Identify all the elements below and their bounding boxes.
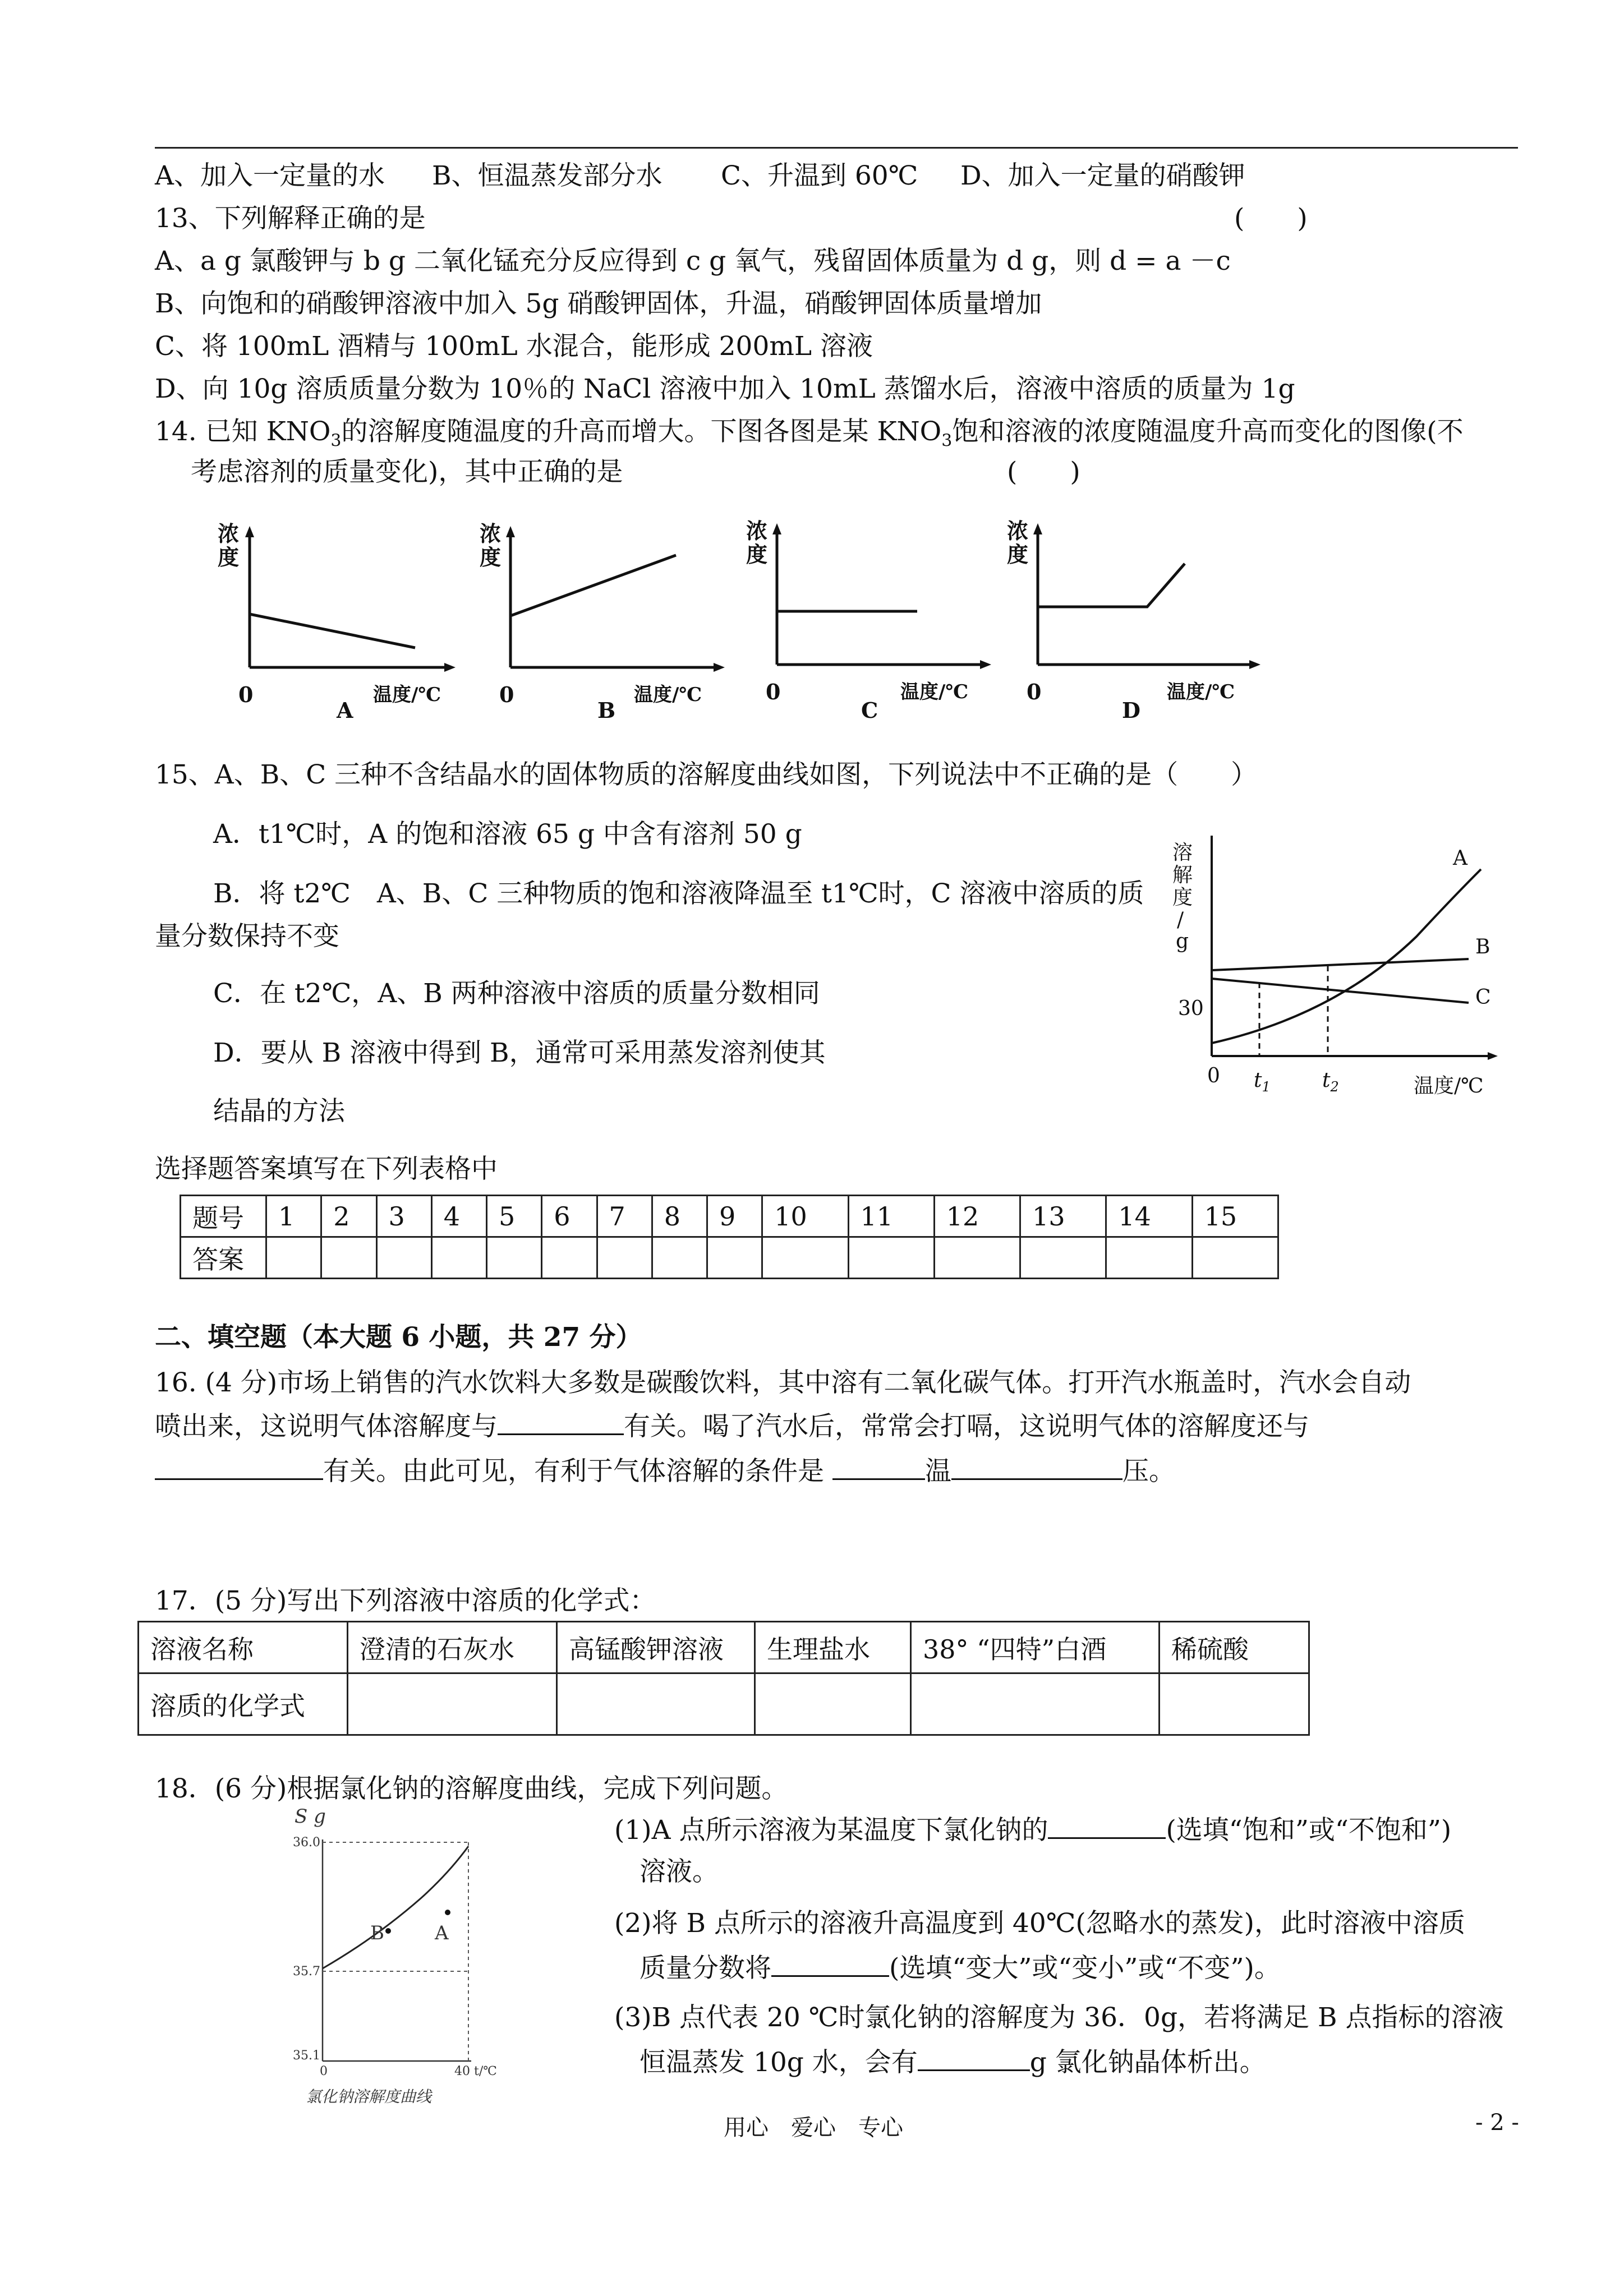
- answer-cell[interactable]: [762, 1237, 848, 1279]
- q13-stem: 13、下列解释正确的是: [155, 203, 426, 234]
- answer-table-row-answers: [181, 1237, 1278, 1279]
- page-number: - 2 -: [1475, 2110, 1519, 2136]
- answer-cell[interactable]: [1106, 1237, 1192, 1279]
- q14-graphs: [0, 0, 1624, 785]
- answer-table-number: 3: [376, 1196, 431, 1237]
- graph-b-ylabel-2: 度: [480, 545, 502, 570]
- q14-graph-c: [746, 518, 991, 723]
- answer-table-header-answer: 答案: [181, 1237, 266, 1279]
- q15-option-b-line2: 量分数保持不变: [155, 921, 339, 952]
- q15-option-d-line1: D．要从 B 溶液中得到 B，通常可采用蒸发溶剂使其: [213, 1038, 826, 1068]
- graph-c-ylabel-2: 度: [746, 542, 768, 567]
- q15-ytick-30: 30: [1178, 997, 1204, 1020]
- q18-p3-line1: (3)B 点代表 20 ℃时氯化钠的溶解度为 36．0g，若将满足 B 点指标的溶液: [614, 2002, 1504, 2033]
- q12-option-d: D、加入一定量的硝酸钾: [960, 160, 1245, 191]
- answer-cell[interactable]: [934, 1237, 1020, 1279]
- q15-option-d-line2: 结晶的方法: [213, 1096, 345, 1127]
- q13-option-c: C、将 100mL 酒精与 100mL 水混合，能形成 200mL 溶液: [155, 331, 873, 362]
- graph-a-label: A: [337, 698, 353, 723]
- answer-table-number: 13: [1020, 1196, 1106, 1237]
- answer-table: [180, 1195, 1279, 1279]
- q15-stem: 15、A、B、C 三种不含结晶水的固体物质的溶解度曲线如图，下列说法中不正确的是（ ）: [155, 759, 1258, 790]
- q13-option-a: A、a g 氯酸钾与 b g 二氧化锰充分反应得到 c g 氧气，残留固体质量为 d g，则 d = a －c: [155, 246, 1231, 276]
- q18-xtick-40: 40 t/℃: [454, 2064, 497, 2078]
- q15-option-c: C．在 t2℃，A、B 两种溶液中溶质的质量分数相同: [213, 978, 820, 1009]
- q15-xlabel: 温度/℃: [1414, 1075, 1484, 1098]
- q18-label-b: B: [370, 1922, 384, 1944]
- q15-option-b-line1: B．将 t2℃ A、B、C 三种物质的饱和溶液降温至 t1℃时，C 溶液中溶质的质: [213, 878, 1144, 909]
- q14-graph-a: [218, 521, 456, 723]
- graph-a-xlabel: 温度/℃: [373, 684, 441, 706]
- graph-d-label: D: [1122, 698, 1140, 723]
- q15-curve-b: [1212, 959, 1469, 970]
- answer-table-number: 11: [848, 1196, 934, 1237]
- graph-c-xlabel: 温度/℃: [900, 681, 969, 703]
- q16-blank-3[interactable]: [832, 1454, 925, 1480]
- q16-line2: 喷出来，这说明气体溶解度与 有关。喝了汽水后，常常会打嗝，这说明气体的溶解度还与: [155, 1409, 1309, 1444]
- formula-cell[interactable]: [911, 1673, 1160, 1735]
- q17-table-answer-row: [139, 1673, 1309, 1735]
- graph-b-ylabel-1: 浓: [480, 521, 502, 546]
- graph-d-line: [1038, 564, 1185, 607]
- q15-ylabel-5: g: [1176, 930, 1189, 953]
- answer-table-number: 2: [321, 1196, 376, 1237]
- q14-stem-line2: 考虑溶剂的质量变化)，其中正确的是: [191, 457, 623, 487]
- answer-table-number: 15: [1192, 1196, 1278, 1237]
- q17-table-header-row: [139, 1622, 1309, 1673]
- q13-option-b: B、向饱和的硝酸钾溶液中加入 5g 硝酸钾固体，升温，硝酸钾固体质量增加: [155, 288, 1042, 319]
- answer-table-header-number: 题号: [181, 1196, 266, 1237]
- answer-table-number: 8: [652, 1196, 707, 1237]
- answer-table-number: 9: [707, 1196, 762, 1237]
- answer-table-number: 5: [487, 1196, 542, 1237]
- graph-c-ylabel-1: 浓: [746, 518, 768, 543]
- q18-p1-line2: 溶液。: [640, 1856, 719, 1887]
- footer-motto: 用心 爱心 专心: [724, 2115, 903, 2141]
- q17-header-cell: 生理盐水: [755, 1622, 911, 1673]
- q15-ylabel-3: 度: [1172, 886, 1193, 909]
- q15-ylabel-4: /: [1177, 909, 1184, 932]
- q18-p3-line2: 恒温蒸发 10g 水，会有 g 氯化钠晶体析出。: [640, 2045, 1266, 2080]
- graph-d-ylabel-1: 浓: [1007, 518, 1029, 543]
- q18-point-b: [385, 1928, 391, 1934]
- q17-header-cell: 高锰酸钾溶液: [557, 1622, 755, 1673]
- q18-chart-caption: 氯化钠溶解度曲线: [306, 2087, 432, 2106]
- answer-cell[interactable]: [1020, 1237, 1106, 1279]
- section2-heading: 二、填空题（本大题 6 小题，共 27 分）: [155, 1322, 642, 1353]
- graph-b-xlabel: 温度/℃: [634, 684, 702, 706]
- graph-d-origin: 0: [1027, 679, 1042, 704]
- q15-label-c: C: [1475, 986, 1491, 1009]
- answer-cell[interactable]: [321, 1237, 376, 1279]
- answer-table-number: 14: [1106, 1196, 1192, 1237]
- q15-option-a: A．t1℃时，A 的饱和溶液 65 g 中含有溶剂 50 g: [213, 819, 802, 850]
- q18-stem: 18．(6 分)根据氯化钠的溶解度曲线，完成下列问题。: [155, 1773, 788, 1804]
- answer-cell[interactable]: [652, 1237, 707, 1279]
- q18-ytick-360: 36.0: [293, 1836, 320, 1850]
- q15-xtick-t1: $t_1$: [1254, 1069, 1271, 1095]
- q17-table: [137, 1621, 1310, 1736]
- q16-blank-4[interactable]: [951, 1454, 1122, 1480]
- graph-b-label: B: [597, 698, 616, 723]
- q17-header-cell: 澄清的石灰水: [348, 1622, 557, 1673]
- q17-header-cell: 稀硫酸: [1160, 1622, 1309, 1673]
- answer-cell[interactable]: [376, 1237, 431, 1279]
- q17-header-cell: 溶液名称: [139, 1622, 348, 1673]
- q18-p2-line1: (2)将 B 点所示的溶液升高温度到 40℃(忽略水的蒸发)，此时溶液中溶质: [614, 1908, 1465, 1939]
- answer-table-row-numbers: [181, 1196, 1278, 1237]
- q13-option-d: D、向 10g 溶质质量分数为 10％的 NaCl 溶液中加入 10mL 蒸馏水后，溶液中溶质的质量为 1g: [155, 374, 1295, 404]
- q18-nacl-chart: [264, 1800, 516, 2106]
- q13-answer-paren: ( ): [1234, 203, 1308, 234]
- q12-option-c: C、升温到 60℃: [721, 160, 918, 191]
- q14-stem-line1: 14. 已知 $KNO_3$的溶解度随温度的升高而增大。下图各图是某 $KNO_3$饱和溶液的浓度随温度升高而变化的图像(不: [155, 416, 1464, 451]
- q18-blank-1[interactable]: [1048, 1813, 1166, 1839]
- q15-ylabel-1: 溶: [1172, 841, 1193, 864]
- answer-cell[interactable]: [1192, 1237, 1278, 1279]
- answer-cell[interactable]: [597, 1237, 652, 1279]
- graph-a-ylabel-2: 度: [218, 545, 240, 570]
- q17-row-header: 溶质的化学式: [139, 1673, 348, 1735]
- q15-label-a: A: [1453, 847, 1467, 870]
- q18-blank-3[interactable]: [918, 2045, 1030, 2071]
- formula-cell[interactable]: [755, 1673, 911, 1735]
- graph-c-label: C: [861, 698, 878, 723]
- graph-b-line: [510, 555, 676, 616]
- q14-graph-b: [480, 521, 725, 723]
- q14-graph-d: [1007, 518, 1260, 723]
- q18-solubility-curve: [323, 1846, 468, 1968]
- formula-cell[interactable]: [348, 1673, 557, 1735]
- q18-blank-2[interactable]: [771, 1951, 889, 1977]
- q16-blank-2[interactable]: [155, 1454, 323, 1480]
- answer-cell[interactable]: [707, 1237, 762, 1279]
- q18-point-a: [445, 1910, 450, 1915]
- q14-answer-paren: ( ): [1007, 457, 1080, 487]
- q18-label-a: A: [435, 1922, 449, 1944]
- q17-stem: 17．(5 分)写出下列溶液中溶质的化学式：: [155, 1585, 656, 1616]
- q18-ylabel: S g: [295, 1805, 326, 1828]
- answer-cell[interactable]: [848, 1237, 934, 1279]
- q15-solubility-chart: [1167, 836, 1515, 1110]
- q15-label-b: B: [1475, 935, 1490, 958]
- answer-table-number: 1: [266, 1196, 321, 1237]
- q18-p2-line2: 质量分数将 (选填“变大”或“变小”或“不变”)。: [640, 1951, 1281, 1985]
- q17-header-cell: 38° “四特”白酒: [911, 1622, 1160, 1673]
- q18-ytick-357: 35.7: [293, 1965, 320, 1979]
- q16-blank-1[interactable]: [498, 1409, 624, 1435]
- formula-cell[interactable]: [557, 1673, 755, 1735]
- answer-cell[interactable]: [542, 1237, 597, 1279]
- q16-line1: 16. (4 分)市场上销售的汽水饮料大多数是碳酸饮料，其中溶有二氧化碳气体。打开汽水瓶盖时，汽水会自动: [155, 1367, 1411, 1398]
- q15-origin: 0: [1207, 1064, 1220, 1087]
- answer-table-number: 10: [762, 1196, 848, 1237]
- answer-cell[interactable]: [487, 1237, 542, 1279]
- answer-cell[interactable]: [431, 1237, 486, 1279]
- answer-table-number: 4: [431, 1196, 486, 1237]
- answer-table-number: 12: [934, 1196, 1020, 1237]
- q18-xtick-0: 0: [320, 2064, 328, 2078]
- answer-cell[interactable]: [266, 1237, 321, 1279]
- answer-table-number: 7: [597, 1196, 652, 1237]
- graph-a-origin: 0: [238, 682, 254, 707]
- answer-table-caption: 选择题答案填写在下列表格中: [155, 1154, 498, 1184]
- graph-d-ylabel-2: 度: [1007, 542, 1029, 567]
- q15-curve-a: [1212, 869, 1481, 1043]
- q18-ytick-351: 35.1: [293, 2049, 320, 2063]
- q12-option-a: A、加入一定量的水: [155, 160, 385, 191]
- q15-ylabel-2: 解: [1172, 864, 1193, 887]
- q18-p1-line1: (1)A 点所示溶液为某温度下氯化钠的 (选填“饱和”或“不饱和”): [614, 1813, 1451, 1847]
- graph-d-xlabel: 温度/℃: [1167, 681, 1235, 703]
- q16-line3: 有关。由此可见，有利于气体溶解的条件是 温 压。: [155, 1454, 1175, 1488]
- graph-b-origin: 0: [499, 682, 514, 707]
- q12-option-b: B、恒温蒸发部分水: [432, 160, 663, 191]
- q15-curve-c: [1212, 979, 1469, 1003]
- graph-c-origin: 0: [766, 679, 781, 704]
- graph-a-line: [250, 614, 415, 648]
- q15-xtick-t2: $t_2$: [1322, 1069, 1339, 1095]
- graph-a-ylabel-1: 浓: [218, 521, 240, 546]
- formula-cell[interactable]: [1160, 1673, 1309, 1735]
- answer-table-number: 6: [542, 1196, 597, 1237]
